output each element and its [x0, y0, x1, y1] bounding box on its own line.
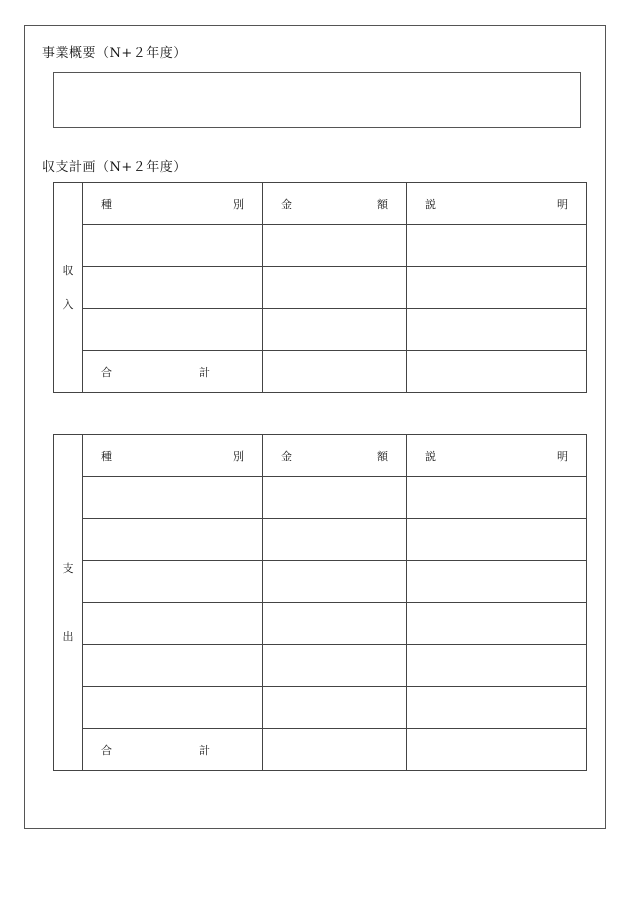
expense-row — [54, 603, 587, 645]
income-total-amount[interactable] — [263, 351, 407, 393]
cell[interactable] — [263, 645, 407, 687]
plan-heading: 収支計画（N+２年度） — [42, 160, 187, 175]
cell[interactable] — [407, 603, 587, 645]
cell[interactable] — [83, 645, 263, 687]
cell[interactable] — [83, 225, 263, 267]
cell[interactable] — [407, 687, 587, 729]
income-header-desc: 説 明 — [407, 183, 587, 225]
income-total-row — [54, 351, 587, 393]
expense-header-desc: 説 明 — [407, 435, 587, 477]
cell[interactable] — [407, 561, 587, 603]
cell[interactable] — [263, 225, 407, 267]
cell[interactable] — [83, 309, 263, 351]
cell[interactable] — [83, 603, 263, 645]
cell[interactable] — [83, 477, 263, 519]
expense-total-desc[interactable] — [407, 729, 587, 771]
cell[interactable] — [407, 519, 587, 561]
income-header-type: 種 別 — [83, 183, 263, 225]
cell[interactable] — [263, 561, 407, 603]
cell[interactable] — [407, 267, 587, 309]
cell[interactable] — [83, 687, 263, 729]
expense-row — [54, 519, 587, 561]
income-side-label: 収 入 — [54, 183, 83, 393]
income-row — [54, 225, 587, 267]
summary-field[interactable] — [53, 72, 581, 128]
expense-total-row — [54, 729, 587, 771]
expense-total-amount[interactable] — [263, 729, 407, 771]
expense-row — [54, 687, 587, 729]
cell[interactable] — [83, 561, 263, 603]
cell[interactable] — [263, 603, 407, 645]
cell[interactable] — [407, 309, 587, 351]
expense-total-label: 合 計 — [83, 729, 263, 771]
cell[interactable] — [263, 267, 407, 309]
expense-row — [54, 561, 587, 603]
expense-side-label: 支 出 — [54, 435, 83, 771]
expense-table — [53, 434, 587, 771]
income-row — [54, 267, 587, 309]
cell[interactable] — [263, 309, 407, 351]
cell[interactable] — [407, 225, 587, 267]
cell[interactable] — [263, 519, 407, 561]
expense-header-type: 種 別 — [83, 435, 263, 477]
cell[interactable] — [407, 477, 587, 519]
cell[interactable] — [263, 477, 407, 519]
income-total-label: 合 計 — [83, 351, 263, 393]
cell[interactable] — [83, 267, 263, 309]
summary-heading: 事業概要（N+２年度） — [42, 46, 187, 61]
income-table — [53, 182, 587, 393]
cell[interactable] — [407, 645, 587, 687]
income-header-amount: 金 額 — [263, 183, 407, 225]
cell[interactable] — [83, 519, 263, 561]
income-row — [54, 309, 587, 351]
expense-row — [54, 645, 587, 687]
income-total-desc[interactable] — [407, 351, 587, 393]
expense-header-amount: 金 額 — [263, 435, 407, 477]
expense-row — [54, 477, 587, 519]
cell[interactable] — [263, 687, 407, 729]
